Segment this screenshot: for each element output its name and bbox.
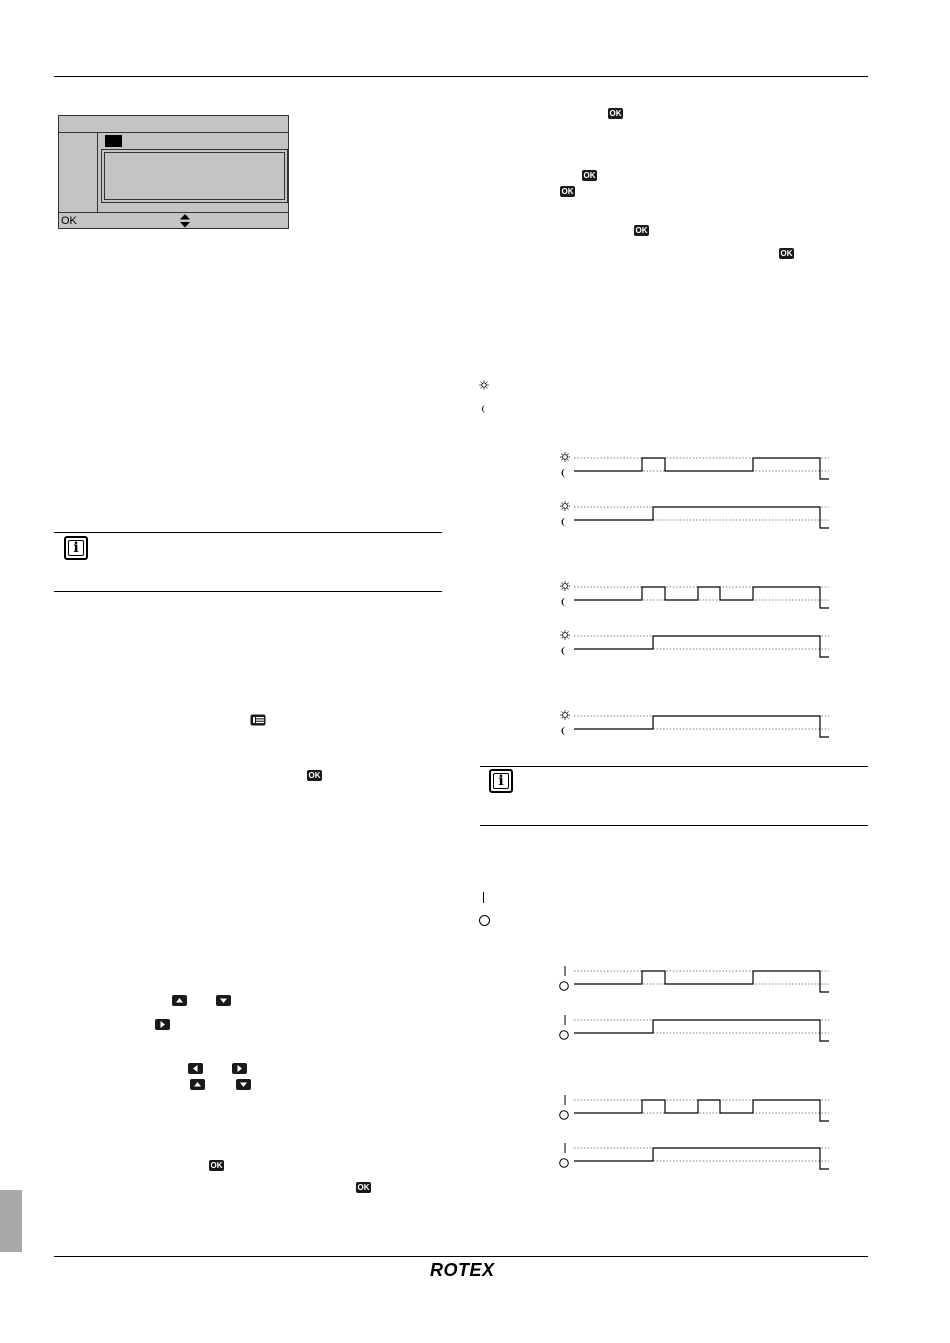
sun-icon <box>560 501 570 511</box>
schedule-tail <box>820 600 829 608</box>
ok-key-icon: OK <box>780 249 793 258</box>
moon-icon <box>562 727 567 736</box>
schedule-step-line <box>574 1100 820 1113</box>
schedule-tail <box>820 1161 829 1169</box>
schedule-tail <box>820 520 829 528</box>
ok-key-icon: OK <box>357 1183 370 1192</box>
ok-key-icon: OK <box>635 226 648 235</box>
moon-icon <box>562 469 567 478</box>
schedule-step-line <box>574 458 820 471</box>
screen-ok-label: OK <box>61 215 77 227</box>
sun-icon <box>560 630 570 640</box>
info-icon-letter: i <box>73 540 79 556</box>
info-icon <box>489 769 513 793</box>
off-circle-icon <box>560 982 569 991</box>
schedule-step-line <box>574 636 820 649</box>
off-circle-icon <box>560 1111 569 1120</box>
schedule-tail <box>820 984 829 992</box>
info-box-top-rule <box>480 766 868 767</box>
info-icon-letter: i <box>498 773 504 789</box>
ok-key-icon: OK <box>583 171 596 180</box>
schedule-step-line <box>574 971 820 984</box>
schedule-tail <box>820 1033 829 1041</box>
moon-icon <box>562 518 567 527</box>
on-bar-icon <box>483 892 484 903</box>
sun-icon <box>560 581 570 591</box>
schedule-step-line <box>574 587 820 600</box>
schedule-tail <box>820 649 829 657</box>
schedule-step-line <box>574 507 820 520</box>
off-circle-icon <box>560 1159 569 1168</box>
info-box-bottom-rule <box>480 825 868 826</box>
sun-icon <box>560 710 570 720</box>
moon-icon <box>562 647 567 656</box>
schedule-step-line <box>574 1148 820 1161</box>
ok-key-icon: OK <box>210 1161 223 1170</box>
chapter-side-tab <box>0 1190 22 1252</box>
off-circle-icon <box>560 1031 569 1040</box>
ok-key-icon: OK <box>308 771 321 780</box>
schedule-tail <box>820 729 829 737</box>
rotex-logo: ROTEX <box>430 1260 495 1280</box>
schedule-tail <box>820 471 829 479</box>
moon-icon <box>562 598 567 607</box>
schedule-tail <box>820 1113 829 1121</box>
ok-key-icon: OK <box>609 109 622 118</box>
schedule-step-line <box>574 1020 820 1033</box>
sun-icon <box>560 452 570 462</box>
off-circle-icon <box>479 915 490 926</box>
schedule-step-line <box>574 716 820 729</box>
footer-rule <box>54 1256 868 1257</box>
ok-key-icon: OK <box>561 187 574 196</box>
